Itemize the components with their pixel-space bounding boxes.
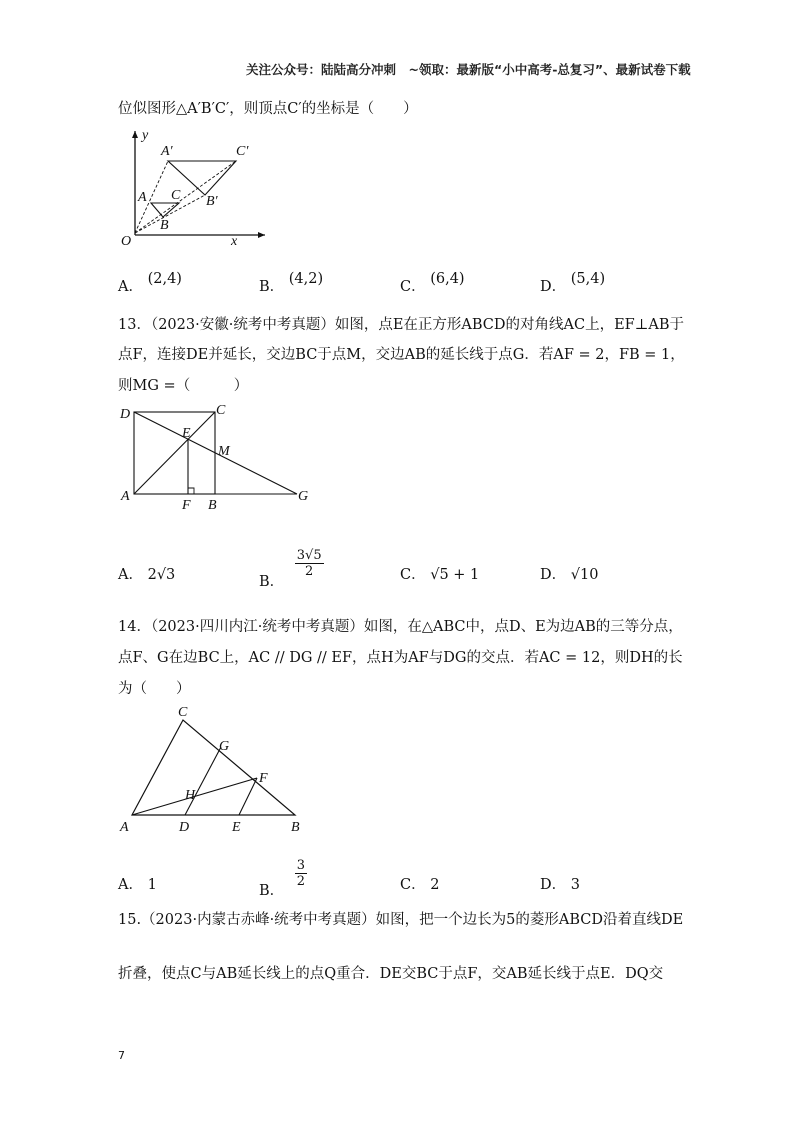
q14-option-d[interactable] <box>540 873 580 894</box>
q14-figure <box>115 700 325 840</box>
option-value: 3 <box>570 877 580 893</box>
q13-figure <box>112 400 327 515</box>
option-value: 1 <box>147 877 157 893</box>
option-letter: A． <box>118 877 143 893</box>
option-value: √5 + 1 <box>430 567 480 583</box>
q12-option-a[interactable] <box>118 271 182 296</box>
label-y: y <box>142 128 149 143</box>
option-letter: A． <box>118 567 143 583</box>
option-letter: C． <box>400 877 426 893</box>
label-C1: C′ <box>236 144 249 159</box>
label-D: D <box>179 820 190 835</box>
label-O: O <box>121 234 132 249</box>
q13-option-a[interactable] <box>118 563 175 584</box>
label-C: C <box>178 705 188 720</box>
triangle-abc <box>132 720 295 815</box>
q14-option-a[interactable] <box>118 873 157 894</box>
option-value: (6,4) <box>430 271 465 287</box>
option-letter: A． <box>118 279 143 295</box>
option-value: 2√3 <box>147 567 176 583</box>
q12-option-b[interactable] <box>259 271 324 296</box>
frac-num: 3 <box>296 858 306 873</box>
label-A: A <box>138 190 147 205</box>
label-M: M <box>218 444 230 459</box>
q14-line1: 14．（2023·四川内江·统考中考真题）如图，在△ABC中，点D、E为边AB的三等分点， <box>118 619 683 635</box>
q14-line2: 点F、G在边BC上，AC // DG // EF，点H为AF与DG的交点．若AC = 12，则DH的长 <box>118 650 683 666</box>
q12-option-c[interactable] <box>400 271 465 296</box>
q14-option-b[interactable] <box>259 858 306 899</box>
label-A: A <box>121 489 130 504</box>
label-G: G <box>298 489 309 504</box>
q12-option-d[interactable] <box>540 271 606 296</box>
option-value: √10 <box>570 567 599 583</box>
page-header: 关注公众号：陆陆高分冲刺 ~领取：最新版“小中高考-总复习”、最新试卷下载 <box>246 62 691 77</box>
triangle-abc <box>151 203 179 217</box>
label-A1: A′ <box>161 144 173 159</box>
q14-option-c[interactable] <box>400 873 439 894</box>
q12-figure <box>115 125 275 250</box>
label-C: C <box>171 188 181 203</box>
label-B1: B′ <box>206 194 218 209</box>
option-value: 2 <box>430 877 440 893</box>
label-B: B <box>208 498 217 513</box>
option-value: (2,4) <box>147 271 182 287</box>
q15-line1: 15.（2023·内蒙古赤峰·统考中考真题）如图，把一个边长为5的菱形ABCD沿着直线DE <box>118 912 684 928</box>
option-value: (5,4) <box>570 271 606 287</box>
label-F: F <box>182 498 191 513</box>
label-H: H <box>185 788 196 803</box>
label-G: G <box>219 739 230 754</box>
q13-option-c[interactable] <box>400 563 479 584</box>
q13-line3: 则MG =（ ） <box>118 378 249 394</box>
label-B: B <box>160 218 169 233</box>
option-letter: B． <box>259 279 285 295</box>
q13-line1: 13．（2023·安徽·统考中考真题）如图，点E在正方形ABCD的对角线AC上，EF⊥AB于 <box>118 317 684 333</box>
label-E: E <box>232 820 241 835</box>
label-D: D <box>120 407 131 422</box>
label-F: F <box>259 771 268 786</box>
option-letter: D． <box>540 279 567 295</box>
q12-stem: 位似图形△A′B′C′，则顶点C′的坐标是（ ） <box>118 101 418 117</box>
label-E: E <box>182 426 191 441</box>
q13-option-b[interactable] <box>259 548 322 590</box>
frac-den: 2 <box>296 874 306 889</box>
q13-option-d[interactable] <box>540 563 598 584</box>
label-B: B <box>291 820 300 835</box>
option-letter: D． <box>540 567 567 583</box>
q15-line2: 折叠，使点C与AB延长线上的点Q重合．DE交BC于点F，交AB延长线于点E．DQ交 <box>118 966 664 982</box>
label-A: A <box>120 820 129 835</box>
page-number: 7 <box>118 1049 125 1062</box>
option-letter: D． <box>540 877 567 893</box>
label-C: C <box>216 403 226 418</box>
option-letter: C． <box>400 567 426 583</box>
option-letter: B． <box>259 882 285 899</box>
option-value: (4,2) <box>288 271 324 287</box>
label-x: x <box>231 234 238 249</box>
option-letter: B． <box>259 573 285 590</box>
q14-line3: 为（ ） <box>118 681 191 697</box>
frac-num: 3√5 <box>296 548 322 563</box>
q13-line2: 点F，连接DE并延长，交边BC于点M，交边AB的延长线于点G．若AF = 2，FB = 1， <box>118 347 685 363</box>
frac-den: 2 <box>305 564 314 579</box>
option-letter: C． <box>400 279 426 295</box>
